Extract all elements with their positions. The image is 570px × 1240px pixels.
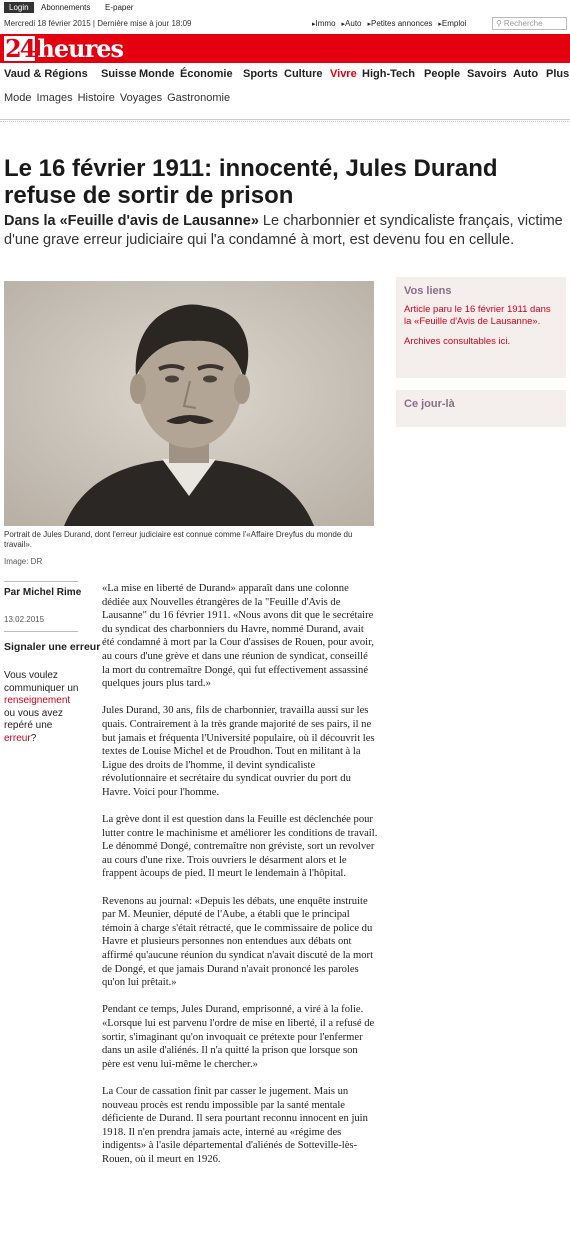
article-paragraph: La Cour de cassation finit par casser le jugement. Mais un nouveau procès est rendu impossible par la santé mentale déficiente de Durand. Il sera pourtant reconnu innocent en juin 1918. Il n'en prendra jamais acte, interné au «régime des indigents» à l'asile départemental d'aliénés de Sotteville-lès-Rouen, où il meurt en 1926. bbox=[102, 1085, 368, 1165]
article-body bbox=[102, 582, 378, 1180]
nav-item-monde[interactable]: Monde bbox=[139, 68, 175, 80]
nav-item-sports[interactable]: Sports bbox=[243, 68, 278, 80]
article-paragraph: «La mise en liberté de Durand» apparaît dans une colonne dédiée aux Nouvelles étrangères de la "Feuille d'Avis de Lausanne" du 16 février 1911. «Nous avons dit que le secrétaire du syndicat des charbonniers du Havre, nommé Durand, avait été condamné à mort par la Cour d'assises de Rouen, pour avoir, au cours d'une grève et dans une réunion de syndicat, conseillé la mort du contremaître Dongé, qui fut effectivement assassiné quelques jours plus tard.» bbox=[102, 583, 374, 690]
vos-liens-title: Vos liens bbox=[404, 285, 452, 297]
quicklink-auto[interactable]: ▸ Auto bbox=[342, 19, 362, 28]
top-utility-bar bbox=[0, 0, 570, 14]
nav-item-culture[interactable]: Culture bbox=[284, 68, 323, 80]
sidebar-link-archives[interactable]: Archives consultables ici. bbox=[404, 336, 511, 347]
nav-item-people[interactable]: People bbox=[424, 68, 461, 80]
signal-error-text bbox=[4, 670, 84, 745]
ce-jour-la-title: Ce jour-là bbox=[404, 398, 455, 410]
vos-liens-box bbox=[396, 277, 566, 378]
subnav-gastronomie[interactable]: Gastronomie bbox=[167, 92, 231, 104]
logo-word: heures bbox=[37, 34, 123, 63]
article-date: 13.02.2015 bbox=[4, 615, 45, 624]
site-logo[interactable] bbox=[4, 34, 123, 63]
nav-divider bbox=[0, 119, 570, 122]
erreur-link[interactable]: erreur bbox=[4, 732, 31, 744]
meta-divider bbox=[4, 631, 78, 632]
quick-links bbox=[312, 19, 466, 28]
epaper-link[interactable]: E-paper bbox=[105, 3, 134, 12]
article-paragraph: Jules Durand, 30 ans, fils de charbonnier, travailla aussi sur les quais. Contrairement à la très grande majorité de ses pairs, il ne but jamais et fréquenta l'Université populaire, où il découvrit les textes de Louise Michel et de Proudhon. Tout en militant à la Ligue des droits de l'homme, il devint syndicaliste révolutionnaire et secrétaire du syndicat ouvrier du port du Havre. Voici pour l'homme. bbox=[102, 705, 375, 798]
search-input[interactable] bbox=[492, 17, 567, 30]
meta-divider bbox=[4, 581, 78, 582]
nav-item-vivre[interactable]: Vivre bbox=[330, 68, 357, 80]
lead-text: Le charbonnier et syndicaliste français, victime d'une grave erreur judiciaire qui l'a condamné à mort, est devenu fou en cellule. bbox=[4, 213, 563, 248]
photo-caption: Portrait de Jules Durand, dont l'erreur judiciaire est connue comme l'«Affaire Dreyfus du monde du travail». bbox=[4, 530, 353, 549]
article-lead bbox=[4, 212, 566, 250]
article-headline: Le 16 février 1911: innocenté, Jules Durand refuse de sortir de prison bbox=[4, 155, 498, 209]
signal-text-part: Vous voulez communiquer un bbox=[4, 670, 79, 694]
quicklink-immo[interactable]: ▸ Immo bbox=[312, 19, 336, 28]
article-author[interactable]: Par Michel Rime bbox=[4, 587, 82, 598]
secondary-nav bbox=[4, 92, 230, 104]
article-paragraph: La grève dont il est question dans la Feuille est déclenchée pour lutter contre le machinisme et améliorer les conditions de travail. Le dénommé Dongé, contremaître non gréviste, sort un revolver au cours d'une rixe. Trois ouvriers le désarment alors et le frappent àcoups de pied. Il meurt le lendemain à l'hôpital. bbox=[102, 814, 378, 880]
nav-item-suisse[interactable]: Suisse bbox=[101, 68, 137, 80]
signal-error-title: Signaler une erreur bbox=[4, 641, 101, 653]
login-button[interactable]: Login bbox=[4, 2, 34, 13]
renseignement-link[interactable]: renseignement bbox=[4, 695, 71, 706]
ce-jour-la-box[interactable] bbox=[396, 390, 566, 427]
quicklink-emploi[interactable]: ▸ Emploi bbox=[438, 19, 466, 28]
sidebar-link-article[interactable]: Article paru le 16 février 1911 dans la «Feuille d'Avis de Lausanne». bbox=[404, 304, 551, 327]
article-photo[interactable] bbox=[4, 281, 374, 526]
article-paragraph: Revenons au journal: «Depuis les débats, une enquête instruite par M. Meunier, député de l'Aube, a établi que le principal témoin à charge s'était rétracté, que le commissaire de police du Havre et plusieurs personnes non entendues aux débats ont affirmé qu'aucune réunion du syndicat n'avait discuté de la mort de Dongé, et que jamais Durand n'avait prononcé les paroles qu'on lui prêtait.» bbox=[102, 895, 374, 989]
search-placeholder: Recherche bbox=[503, 19, 543, 28]
subnav-voyages[interactable]: Voyages bbox=[119, 92, 163, 104]
nav-item-auto[interactable]: Auto bbox=[513, 68, 539, 80]
portrait-image bbox=[4, 281, 374, 526]
article-paragraph: Pendant ce temps, Jules Durand, emprisonné, a viré à la folie. «Lorsque lui est parvenu l'ordre de mise en liberté, il a refusé de sortir, s'imaginant qu'on invoquait ce prétexte pour l'enfermer dans un asile d'aliénés. Il n'a quitté la prison que lorsque son père est venu lui-même le chercher.» bbox=[102, 1004, 375, 1070]
dateline: Mercredi 18 février 2015 | Dernière mise à jour 18:09 bbox=[4, 19, 192, 28]
subnav-images[interactable]: Images bbox=[36, 92, 73, 104]
nav-item-plus[interactable]: Plus bbox=[546, 68, 570, 80]
nav-item-economie[interactable]: Économie bbox=[180, 68, 233, 80]
logo-number: 24 bbox=[5, 34, 35, 63]
nav-item-high-tech[interactable]: High-Tech bbox=[362, 68, 415, 80]
quicklink-petites-annonces[interactable]: ▸ Petites annonces bbox=[368, 19, 433, 28]
nav-item-vaud-regions[interactable]: Vaud & Régions bbox=[4, 68, 88, 80]
signal-text-part: ou vous avez repéré une bbox=[4, 707, 63, 731]
nav-item-savoirs[interactable]: Savoirs bbox=[467, 68, 507, 80]
search-icon: ⚲ bbox=[496, 19, 502, 28]
subnav-mode[interactable]: Mode bbox=[4, 92, 32, 104]
signal-text-part: ? bbox=[30, 732, 37, 744]
subnav-histoire[interactable]: Histoire bbox=[77, 92, 115, 104]
primary-nav bbox=[0, 68, 570, 82]
lead-source: Dans la «Feuille d'avis de Lausanne» bbox=[4, 213, 259, 229]
photo-credit: Image: DR bbox=[4, 557, 43, 566]
subscriptions-link[interactable]: Abonnements bbox=[41, 3, 91, 12]
